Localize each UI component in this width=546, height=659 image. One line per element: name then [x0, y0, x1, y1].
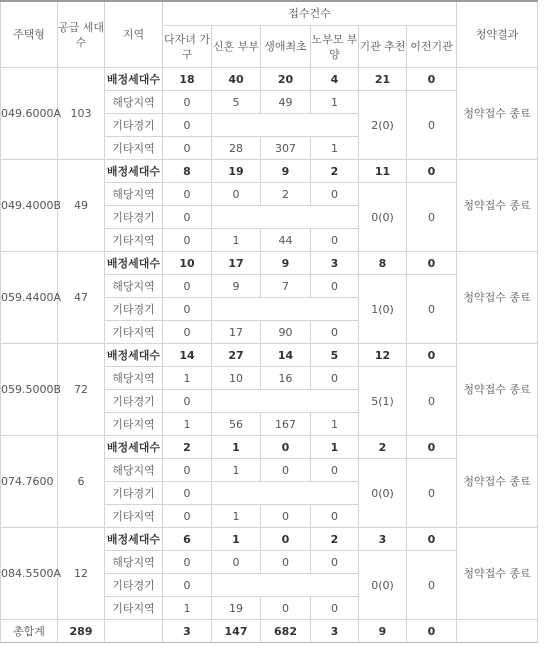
total-agency: 9	[359, 620, 407, 643]
alloc-value: 2	[311, 160, 359, 183]
other-elderly-parents: 0	[311, 505, 359, 528]
local-multichild: 0	[163, 459, 212, 482]
other-newlywed: 28	[212, 137, 261, 160]
other-multichild: 0	[163, 505, 212, 528]
alloc-value: 1	[212, 528, 261, 551]
alloc-value: 4	[311, 68, 359, 91]
local-multichild: 0	[163, 91, 212, 114]
other-newlywed: 56	[212, 413, 261, 436]
other-newlywed: 19	[212, 597, 261, 620]
row-label-gyeonggi: 기타경기	[105, 114, 163, 137]
alloc-value: 3	[359, 528, 407, 551]
agency-recommend-applicants: 0(0)	[359, 459, 407, 528]
alloc-value: 0	[261, 436, 311, 459]
supply-count: 49	[58, 160, 105, 252]
table-body	[1, 68, 538, 620]
row-label-allocation: 배정세대수	[105, 344, 163, 367]
alloc-value: 9	[261, 160, 311, 183]
other-multichild: 1	[163, 597, 212, 620]
supply-count: 103	[58, 68, 105, 160]
alloc-value: 0	[407, 436, 457, 459]
local-first-time: 0	[261, 459, 311, 482]
other-newlywed: 17	[212, 321, 261, 344]
agency-recommend-applicants: 2(0)	[359, 91, 407, 160]
row-label-allocation: 배정세대수	[105, 68, 163, 91]
table-row	[1, 252, 538, 275]
other-newlywed: 1	[212, 229, 261, 252]
agency-recommend-applicants: 1(0)	[359, 275, 407, 344]
other-multichild: 1	[163, 413, 212, 436]
local-multichild: 1	[163, 367, 212, 390]
alloc-value: 8	[359, 252, 407, 275]
local-first-time: 2	[261, 183, 311, 206]
relocated-agency-applicants: 0	[407, 275, 457, 344]
gyeonggi-multichild: 0	[163, 482, 212, 505]
other-elderly-parents: 1	[311, 137, 359, 160]
local-elderly-parents: 0	[311, 183, 359, 206]
other-first-time: 44	[261, 229, 311, 252]
relocated-agency-applicants: 0	[407, 91, 457, 160]
local-multichild: 0	[163, 551, 212, 574]
other-newlywed: 1	[212, 505, 261, 528]
alloc-value: 2	[311, 528, 359, 551]
row-label-other: 기타지역	[105, 321, 163, 344]
header-region: 지역	[105, 1, 163, 68]
row-label-gyeonggi: 기타경기	[105, 482, 163, 505]
house-type: 059.5000B	[1, 344, 58, 436]
alloc-value: 19	[212, 160, 261, 183]
gyeonggi-empty	[212, 574, 359, 597]
other-elderly-parents: 1	[311, 413, 359, 436]
other-first-time: 90	[261, 321, 311, 344]
alloc-value: 0	[407, 344, 457, 367]
other-first-time: 0	[261, 505, 311, 528]
header-agency-recommend: 기관 추천	[359, 26, 407, 68]
row-label-allocation: 배정세대수	[105, 160, 163, 183]
subscription-result: 청약접수 종료	[457, 436, 538, 528]
alloc-value: 0	[261, 528, 311, 551]
alloc-value: 11	[359, 160, 407, 183]
alloc-value: 12	[359, 344, 407, 367]
subscription-result: 청약접수 종료	[457, 68, 538, 160]
row-label-gyeonggi: 기타경기	[105, 206, 163, 229]
alloc-value: 1	[311, 436, 359, 459]
local-newlywed: 0	[212, 183, 261, 206]
table-header	[1, 1, 538, 68]
row-label-local: 해당지역	[105, 275, 163, 298]
row-label-local: 해당지역	[105, 459, 163, 482]
row-label-other: 기타지역	[105, 597, 163, 620]
local-multichild: 0	[163, 183, 212, 206]
total-row	[1, 620, 538, 643]
alloc-value: 9	[261, 252, 311, 275]
alloc-value: 18	[163, 68, 212, 91]
table-row	[1, 68, 538, 91]
header-result: 청약결과	[457, 1, 538, 68]
alloc-value: 0	[407, 528, 457, 551]
gyeonggi-multichild: 0	[163, 574, 212, 597]
alloc-value: 21	[359, 68, 407, 91]
total-blank	[105, 620, 163, 643]
table-footer	[1, 620, 538, 643]
house-type: 059.4400A	[1, 252, 58, 344]
total-newlywed: 147	[212, 620, 261, 643]
house-type: 049.4000B	[1, 160, 58, 252]
alloc-value: 8	[163, 160, 212, 183]
gyeonggi-empty	[212, 298, 359, 321]
total-elderly-parents: 3	[311, 620, 359, 643]
local-newlywed: 10	[212, 367, 261, 390]
local-elderly-parents: 0	[311, 459, 359, 482]
gyeonggi-multichild: 0	[163, 390, 212, 413]
row-label-other: 기타지역	[105, 505, 163, 528]
other-elderly-parents: 0	[311, 597, 359, 620]
relocated-agency-applicants: 0	[407, 551, 457, 620]
relocated-agency-applicants: 0	[407, 367, 457, 436]
row-label-local: 해당지역	[105, 91, 163, 114]
other-first-time: 307	[261, 137, 311, 160]
total-label: 총합계	[1, 620, 58, 643]
local-elderly-parents: 0	[311, 551, 359, 574]
other-elderly-parents: 0	[311, 321, 359, 344]
total-supply: 289	[58, 620, 105, 643]
gyeonggi-multichild: 0	[163, 114, 212, 137]
alloc-value: 3	[311, 252, 359, 275]
header-newlywed: 신혼 부부	[212, 26, 261, 68]
header-type: 주택형	[1, 1, 58, 68]
supply-count: 72	[58, 344, 105, 436]
alloc-value: 5	[311, 344, 359, 367]
house-type: 074.7600	[1, 436, 58, 528]
other-elderly-parents: 0	[311, 229, 359, 252]
row-label-gyeonggi: 기타경기	[105, 390, 163, 413]
alloc-value: 14	[163, 344, 212, 367]
row-label-allocation: 배정세대수	[105, 252, 163, 275]
gyeonggi-empty	[212, 114, 359, 137]
local-elderly-parents: 0	[311, 275, 359, 298]
subscription-result: 청약접수 종료	[457, 160, 538, 252]
header-applications: 접수건수	[163, 1, 457, 26]
alloc-value: 14	[261, 344, 311, 367]
agency-recommend-applicants: 5(1)	[359, 367, 407, 436]
table-row	[1, 528, 538, 551]
other-multichild: 0	[163, 321, 212, 344]
table-row	[1, 344, 538, 367]
row-label-allocation: 배정세대수	[105, 436, 163, 459]
table-row	[1, 160, 538, 183]
alloc-value: 0	[407, 68, 457, 91]
relocated-agency-applicants: 0	[407, 183, 457, 252]
gyeonggi-empty	[212, 482, 359, 505]
alloc-value: 1	[212, 436, 261, 459]
row-label-gyeonggi: 기타경기	[105, 298, 163, 321]
total-relocated: 0	[407, 620, 457, 643]
gyeonggi-multichild: 0	[163, 298, 212, 321]
house-type: 049.6000A	[1, 68, 58, 160]
gyeonggi-multichild: 0	[163, 206, 212, 229]
total-first-time: 682	[261, 620, 311, 643]
gyeonggi-empty	[212, 206, 359, 229]
supply-count: 12	[58, 528, 105, 620]
local-newlywed: 9	[212, 275, 261, 298]
header-multichild: 다자녀 가구	[163, 26, 212, 68]
subscription-result: 청약접수 종료	[457, 344, 538, 436]
row-label-other: 기타지역	[105, 229, 163, 252]
gyeonggi-empty	[212, 390, 359, 413]
row-label-local: 해당지역	[105, 367, 163, 390]
header-relocated-agency: 이전기관	[407, 26, 457, 68]
agency-recommend-applicants: 0(0)	[359, 183, 407, 252]
header-elderly-parents: 노부모 부양	[311, 26, 359, 68]
local-elderly-parents: 1	[311, 91, 359, 114]
alloc-value: 0	[407, 160, 457, 183]
local-newlywed: 5	[212, 91, 261, 114]
local-first-time: 49	[261, 91, 311, 114]
local-first-time: 7	[261, 275, 311, 298]
alloc-value: 27	[212, 344, 261, 367]
supply-count: 6	[58, 436, 105, 528]
alloc-value: 6	[163, 528, 212, 551]
alloc-value: 17	[212, 252, 261, 275]
row-label-gyeonggi: 기타경기	[105, 574, 163, 597]
row-label-other: 기타지역	[105, 413, 163, 436]
row-label-other: 기타지역	[105, 137, 163, 160]
local-first-time: 16	[261, 367, 311, 390]
agency-recommend-applicants: 0(0)	[359, 551, 407, 620]
supply-count: 47	[58, 252, 105, 344]
row-label-local: 해당지역	[105, 551, 163, 574]
relocated-agency-applicants: 0	[407, 459, 457, 528]
local-elderly-parents: 0	[311, 367, 359, 390]
total-multichild: 3	[163, 620, 212, 643]
alloc-value: 2	[163, 436, 212, 459]
house-type: 084.5500A	[1, 528, 58, 620]
subscription-result: 청약접수 종료	[457, 528, 538, 620]
local-multichild: 0	[163, 275, 212, 298]
other-multichild: 0	[163, 137, 212, 160]
other-first-time: 167	[261, 413, 311, 436]
header-supply: 공급 세대수	[58, 1, 105, 68]
other-multichild: 0	[163, 229, 212, 252]
total-result-blank	[457, 620, 538, 643]
row-label-local: 해당지역	[105, 183, 163, 206]
header-first-time: 생애최초	[261, 26, 311, 68]
local-newlywed: 1	[212, 459, 261, 482]
row-label-allocation: 배정세대수	[105, 528, 163, 551]
local-newlywed: 0	[212, 551, 261, 574]
alloc-value: 0	[407, 252, 457, 275]
local-first-time: 0	[261, 551, 311, 574]
alloc-value: 10	[163, 252, 212, 275]
alloc-value: 2	[359, 436, 407, 459]
alloc-value: 40	[212, 68, 261, 91]
alloc-value: 20	[261, 68, 311, 91]
other-first-time: 0	[261, 597, 311, 620]
subscription-result: 청약접수 종료	[457, 252, 538, 344]
table-row	[1, 436, 538, 459]
